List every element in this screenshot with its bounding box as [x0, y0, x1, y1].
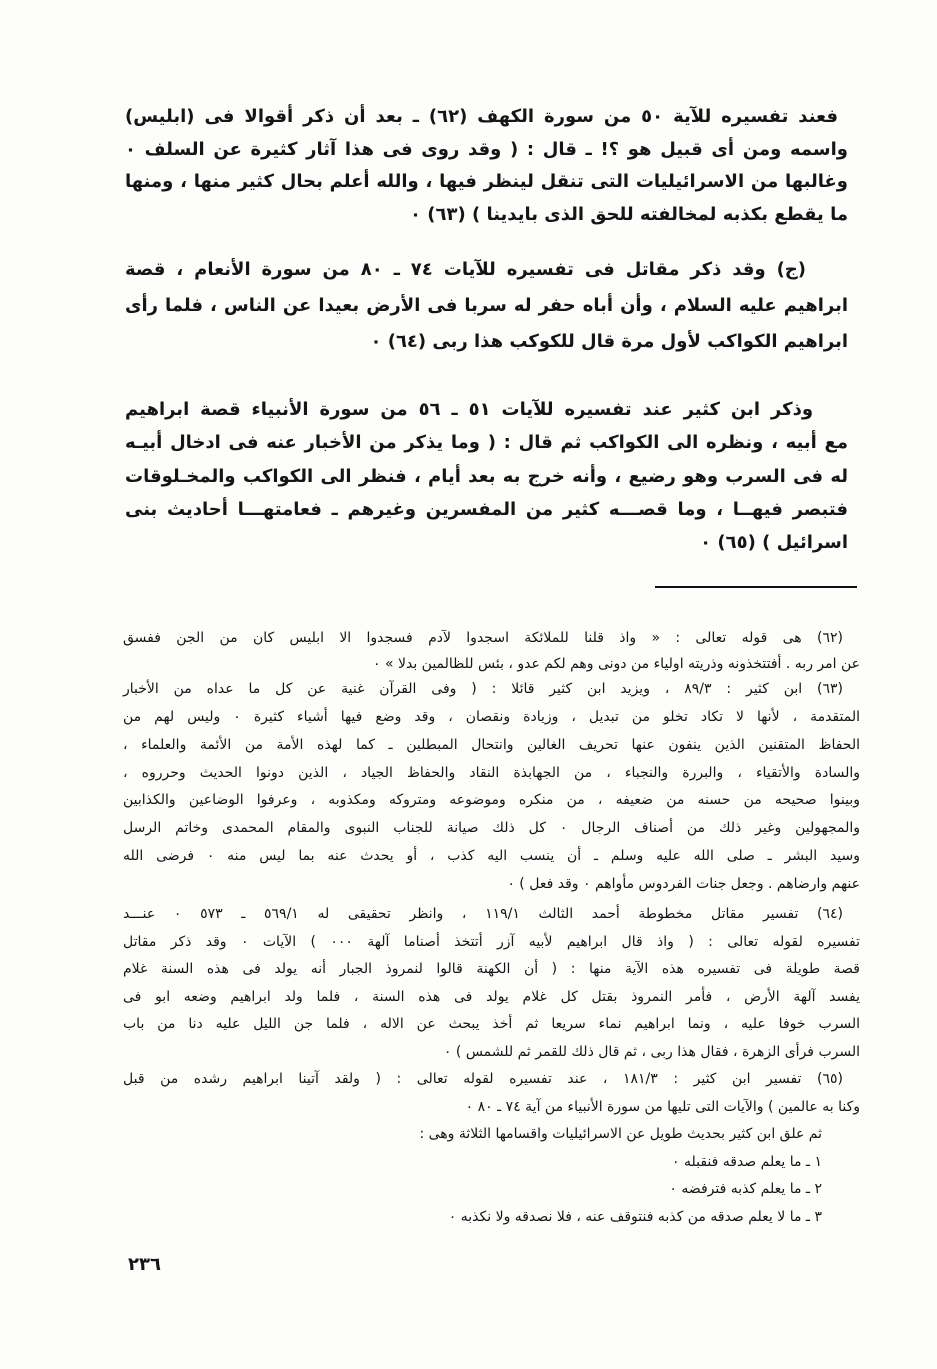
body-paragraph	[125, 101, 848, 231]
footnote-line: المتقدمة ، لأنها لا تكاد تخلو من تبديل ، وزيادة ونقصان ، وقد وضع فيها أشياء كثيرة ٠ وليس لهم من	[123, 708, 860, 725]
footnote-line: السرب فرأى الزهرة ، فقال هذا ربى ، ثم قال ذلك للقمر ثم للشمس ) ٠	[443, 1043, 860, 1060]
footnote-line: قصة طويلة فى تفسيره هذه الآية منها : ( أن الكهنة قالوا لنمروذ الجبار أنه يولد فى هذه السنة غلام	[123, 961, 860, 978]
page-number: ٢٣٦	[128, 1254, 161, 1275]
footnote-list-item: ٢ ـ ما يعلم كذبه فترفضه ٠	[669, 1181, 822, 1198]
footnote-line: السرب خوفا عليه ، ونما ابراهيم نماء سريعا ثم أخذ يبحث عن الاله ، فلما جن الليل عليه دنا من باب	[123, 1016, 860, 1033]
footnote-list-item: ١ ـ ما يعلم صدقه فنقبله ٠	[671, 1153, 822, 1170]
footnote-line: وبينوا صحيحه من حسنه من ضعيفه ، من منكره وموضوعه ومتروكه ومكذوبه ، وعرفوا الوضاعين والكذابين	[123, 792, 860, 809]
footnote	[123, 1066, 860, 1232]
footnote-separator	[655, 586, 857, 588]
footnote-line: ثم علق ابن كثير بحديث طويل عن الاسرائيليات واقسامها الثلاثة وهى :	[419, 1126, 822, 1143]
paragraph-line: ابراهيم عليه السلام ، وأن أباه حفر له سربا فى الأرض بعيدا عن الناس ، فلما رأى	[125, 295, 848, 316]
footnote-line: يفسد آلهة الأرض ، فأمر النمروذ بقتل كل غلام يولد فى هذه السنة ، فلما ولد ابراهيم وضعه ابو فى	[123, 988, 860, 1005]
paragraph-line: واسمه ومن أى قبيل هو ؟! ـ قال : ( وقد روى فى هذا آثار كثيرة عن السلف ٠	[125, 138, 848, 160]
footnote-line: عنهم وارضاهم . وجعل جنات الفردوس مأواهم ٠ وقد فعل ) ٠	[507, 875, 860, 892]
paragraph-line: فتبصر فيهــا ، وما قصـــه كثير من المفسرين وغيرهم ـ فعامتهـــا أحاديث بنى	[125, 498, 848, 520]
footnote-line: (٦٢) هى قوله تعالى : « واذ قلنا للملائكة اسجدوا لآدم فسجدوا الا ابليس كان من الجن ففسق	[123, 630, 843, 646]
footnote-line: وسيد البشر ـ صلى الله عليه وسلم ـ أن ينسب اليه كذب ، أو يحدث عنه بما ليس منه ٠ فرضى الله	[123, 848, 861, 865]
body-paragraph	[125, 252, 848, 360]
footnote-line: وكنا به عالمين ) والآيات التى تليها من سورة الأنبياء من آية ٧٤ ـ ٨٠ ٠	[465, 1098, 860, 1115]
paragraph-line: مع أبيه ، ونظره الى الكواكب ثم قال : ( وما يذكر من الأخبار عنه فى ادخال أبيـه	[125, 432, 848, 454]
footnote-line: عن امر ربه . أفتتخذونه وذريته اولياء من دونى وهم لكم عدو ، بئس للظالمين بدلا » ٠	[372, 656, 860, 672]
footnote-line: (٦٣) ابن كثير : ٨٩/٣ ، ويزيد ابن كثير قائلا : ( وفى القرآن غنية عن كل ما عداه من الأخبار	[123, 681, 843, 697]
footnote-list-item: ٣ ـ ما لا يعلم صدقه من كذبه فنتوقف عنه ، فلا نصدقه ولا نكذبه ٠	[448, 1208, 822, 1225]
footnote-line: والسادة والأتقياء ، والبررة والنجباء ، من الجهابذة النقاد والحفاظ الجياد ، الذين دونوا الحديث وحرروه ،	[123, 764, 860, 781]
footnote	[123, 676, 860, 899]
paragraph-line: وذكر ابن كثير عند تفسيره للآيات ٥١ ـ ٥٦ من سورة الأنبياء قصة ابراهيم	[125, 399, 814, 420]
paragraph-line: له فى السرب وهو رضيع ، وأنه خرج به بعد أيام ، فنظر الى الكواكب والمخـلوقات	[125, 465, 848, 487]
paragraph-line: وغالبها من الاسرائيليات التى تنقل لينظر فيها ، والله أعلم بحال كثير منها ، ومنها	[125, 171, 848, 192]
footnote-line: (٦٥) تفسير ابن كثير : ١٨١/٣ ، عند تفسيره لقوله تعالى : ( ولقد آتينا ابراهيم رشده من قبل	[123, 1071, 843, 1087]
footnote-line: والمجهولين وغير ذلك من أصناف الرجال ٠ كل ذلك صيانة للجناب النبوى والمقام المحمدى وخاتم الرسل	[123, 820, 861, 837]
paragraph-line: ابراهيم الكواكب لأول مرة قال للكوكب هذا ربى (٦٤) ٠	[370, 331, 848, 352]
paragraph-line: ما يقطع بكذبه لمخالفته للحق الذى بايدينا ) (٦٣) ٠	[409, 203, 848, 225]
footnote	[123, 901, 860, 1067]
footnote-line: (٦٤) تفسير مقاتل مخطوطة أحمد الثالث ١١٩/١ ، وانظر تحقيقى له ٥٦٩/١ ـ ٥٧٣ ٠ عنـــد	[123, 906, 843, 922]
paragraph-line: فعند تفسيره للآية ٥٠ من سورة الكهف (٦٢) ـ بعد أن ذكر أقوالا فى (ابليس)	[125, 106, 838, 127]
paragraph-line: اسرائيل ) (٦٥) ٠	[700, 532, 848, 554]
paragraph-line: (ج) وقد ذكر مقاتل فى تفسيره للآيات ٧٤ ـ ٨٠ من سورة الأنعام ، قصة	[125, 259, 807, 280]
footnote-line: الحفاظ المتقنين الذين ينفون عنها تحريف الغالين وانتحال المبطلين ـ كما لهذه الأمة من الأئمة والعلماء ،	[123, 736, 860, 753]
footnote-line: تفسيره لقوله تعالى : ( واذ قال ابراهيم لأبيه آزر أتتخذ أصناما آلهة ٠٠٠ ) الآيات ٠ وقد ذكر مقاتل	[123, 933, 861, 950]
footnote	[123, 625, 860, 677]
body-paragraph	[125, 393, 848, 559]
